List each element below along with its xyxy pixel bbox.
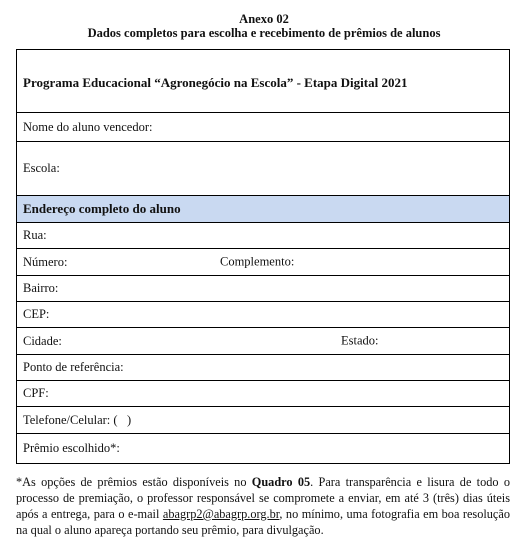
student-name-label: Nome do aluno vencedor:	[23, 119, 153, 134]
footnote-part2: . Para transparência e lisura de todo o processo de premiação, o professor responsável se compromete a enviar, em até 3 (três) dias úteis após a entrega, para o e-mail	[16, 475, 510, 521]
reference-label: Ponto de referência:	[23, 360, 124, 374]
prize-label: Prêmio escolhido*:	[23, 441, 120, 455]
footnote	[16, 474, 510, 538]
phone-label: Telefone/Celular: ( )	[23, 412, 132, 427]
cpf-label: CPF:	[23, 386, 49, 400]
student-name-field[interactable]	[17, 113, 509, 142]
footnote-bold: Quadro 05	[251, 475, 311, 489]
email-link[interactable]: abagrp2@abagrp.org.br	[162, 507, 280, 521]
document-header	[0, 12, 528, 40]
address-section-title: Endereço completo do aluno	[23, 201, 181, 216]
phone-field[interactable]	[17, 407, 509, 434]
reference-field[interactable]	[17, 355, 509, 381]
footnote-part1: *As opções de prêmios estão disponíveis no	[16, 475, 252, 489]
neighborhood-label: Bairro:	[23, 281, 59, 295]
number-label: Número:	[23, 254, 68, 269]
zip-field[interactable]	[17, 302, 509, 328]
school-field[interactable]	[17, 142, 509, 196]
student-prize-form	[16, 49, 510, 464]
prize-field[interactable]	[17, 434, 509, 463]
address-section-header	[17, 196, 509, 223]
city-label: Cidade:	[23, 333, 62, 348]
street-field[interactable]	[17, 223, 509, 249]
document-title: Dados completos para escolha e recebimento de prêmios de alunos	[87, 26, 441, 40]
complement-label: Complemento:	[220, 254, 295, 269]
state-label: Estado:	[341, 333, 379, 348]
street-label: Rua:	[23, 228, 47, 242]
city-state-row[interactable]	[17, 328, 509, 355]
number-complement-row[interactable]	[17, 249, 509, 276]
footnote-part3: , no mínimo, uma fotografia em boa resolução na qual o aluno apareça portando seu prêmio, para divulgação.	[16, 507, 510, 537]
cpf-field[interactable]	[17, 381, 509, 407]
school-label: Escola:	[23, 161, 60, 175]
program-row	[17, 50, 509, 113]
annex-label: Anexo 02	[239, 12, 289, 26]
zip-label: CEP:	[23, 307, 50, 321]
program-title: Programa Educacional “Agronegócio na Escola” - Etapa Digital 2021	[23, 75, 408, 90]
neighborhood-field[interactable]	[17, 276, 509, 302]
